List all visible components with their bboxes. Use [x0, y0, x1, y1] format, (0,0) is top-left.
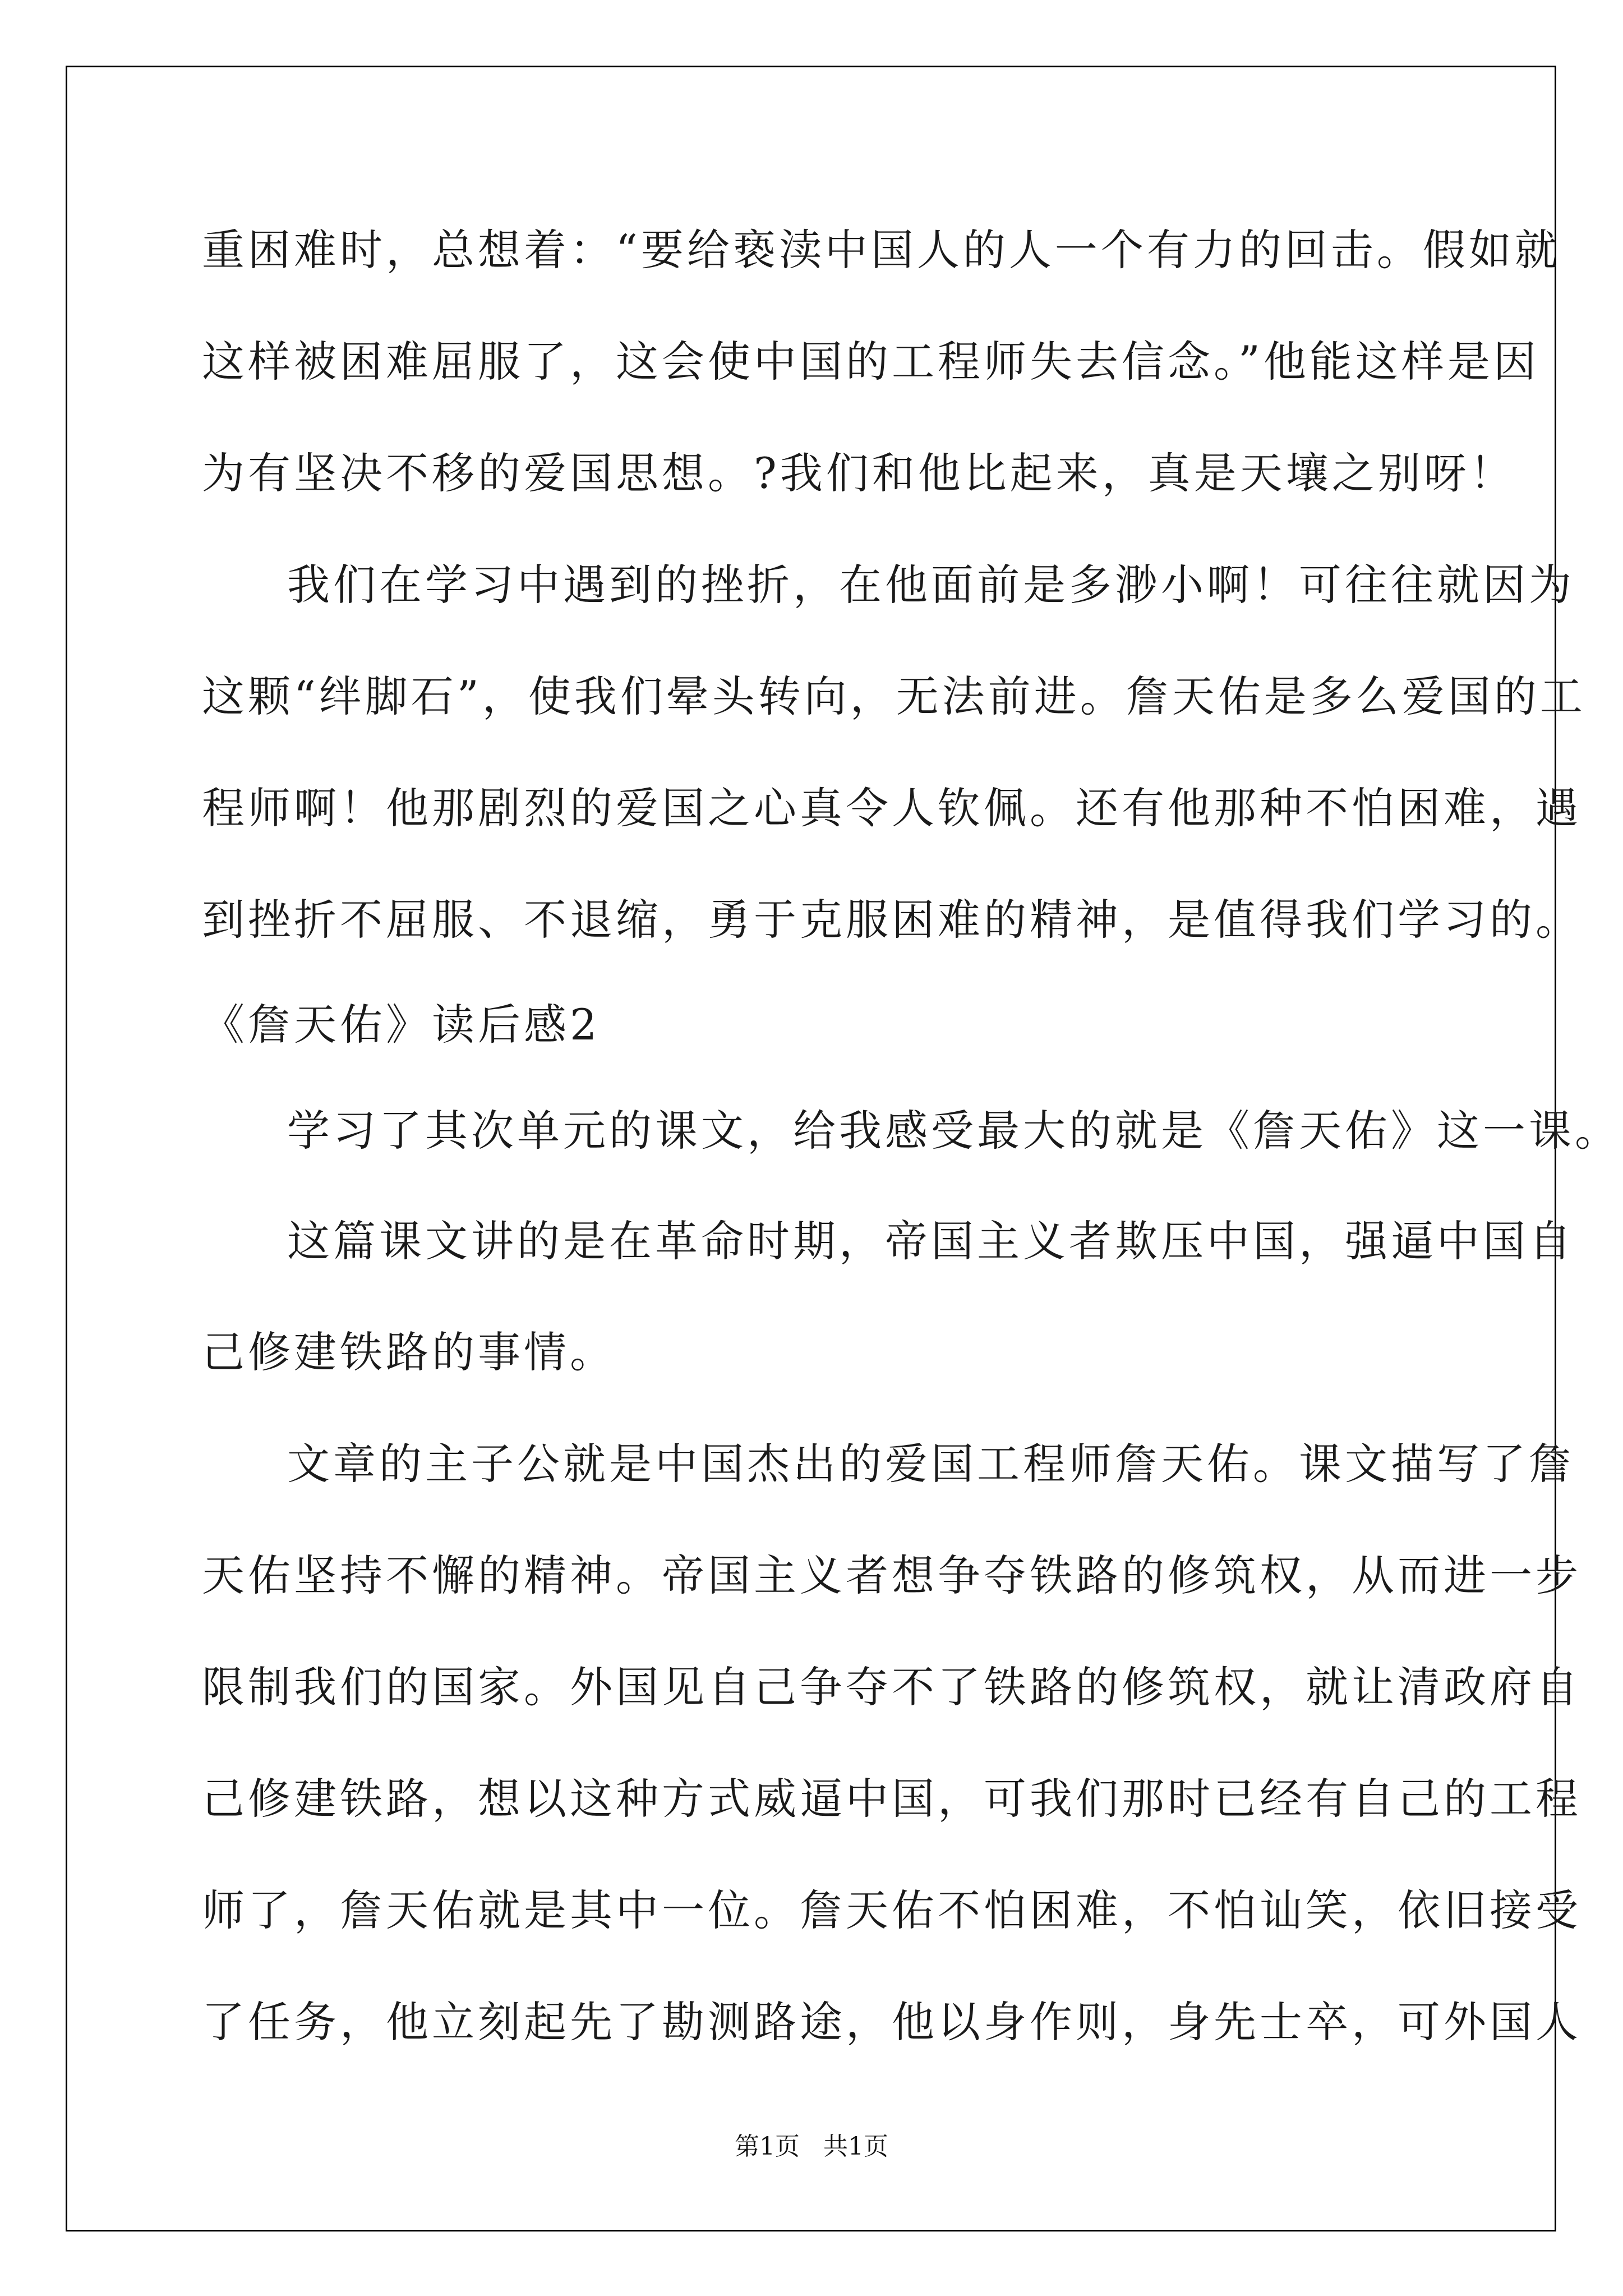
text-line: 重困难时，总想着：“要给亵渎中国人的人一个有力的回击。假如就 — [202, 225, 1561, 275]
text-line: 这样被困难屈服了，这会使中国的工程师失去信念。”他能这样是因 — [202, 337, 1539, 386]
text-line: 这篇课文讲的是在革命时期，帝国主义者欺压中国，强逼中国自 — [287, 1216, 1575, 1266]
text-line: 我们在学习中遇到的挫折，在他面前是多渺小啊！可往往就因为 — [287, 560, 1575, 610]
section-heading: 《詹天佑》读后感2 — [202, 1000, 601, 1050]
text-line: 天佑坚持不懈的精神。帝国主义者想争夺铁路的修筑权，从而进一步 — [202, 1550, 1581, 1600]
text-line: 文章的主子公就是中国杰出的爱国工程师詹天佑。课文描写了詹 — [287, 1439, 1575, 1489]
text-line: 到挫折不屈服、不退缩，勇于克服困难的精神，是值得我们学习的。 — [202, 895, 1581, 945]
text-line: 己修建铁路，想以这种方式威逼中国，可我们那时已经有自己的工程 — [202, 1774, 1581, 1824]
text-line: 了任务，他立刻起先了勘测路途，他以身作则，身先士卒，可外国人 — [202, 1997, 1581, 2047]
text-line: 己修建铁路的事情。 — [202, 1327, 616, 1377]
text-line: 学习了其次单元的课文，给我感受最大的就是《詹天佑》这一课。 — [287, 1106, 1621, 1156]
text-line: 程师啊！他那剧烈的爱国之心真令人钦佩。还有他那种不怕困难，遇 — [202, 783, 1581, 833]
text-line: 师了，詹天佑就是其中一位。詹天佑不怕困难，不怕讪笑，依旧接受 — [202, 1885, 1581, 1935]
text-line: 限制我们的国家。外国见自己争夺不了铁路的修筑权，就让清政府自 — [202, 1662, 1581, 1712]
text-line: 这颗“绊脚石”，使我们晕头转向，无法前进。詹天佑是多么爱国的工 — [202, 671, 1586, 721]
text-line: 为有坚决不移的爱国思想。?我们和他比起来，真是天壤之别呀！ — [202, 448, 1516, 498]
page-footer: 第1页 共1页 — [735, 2132, 888, 2161]
